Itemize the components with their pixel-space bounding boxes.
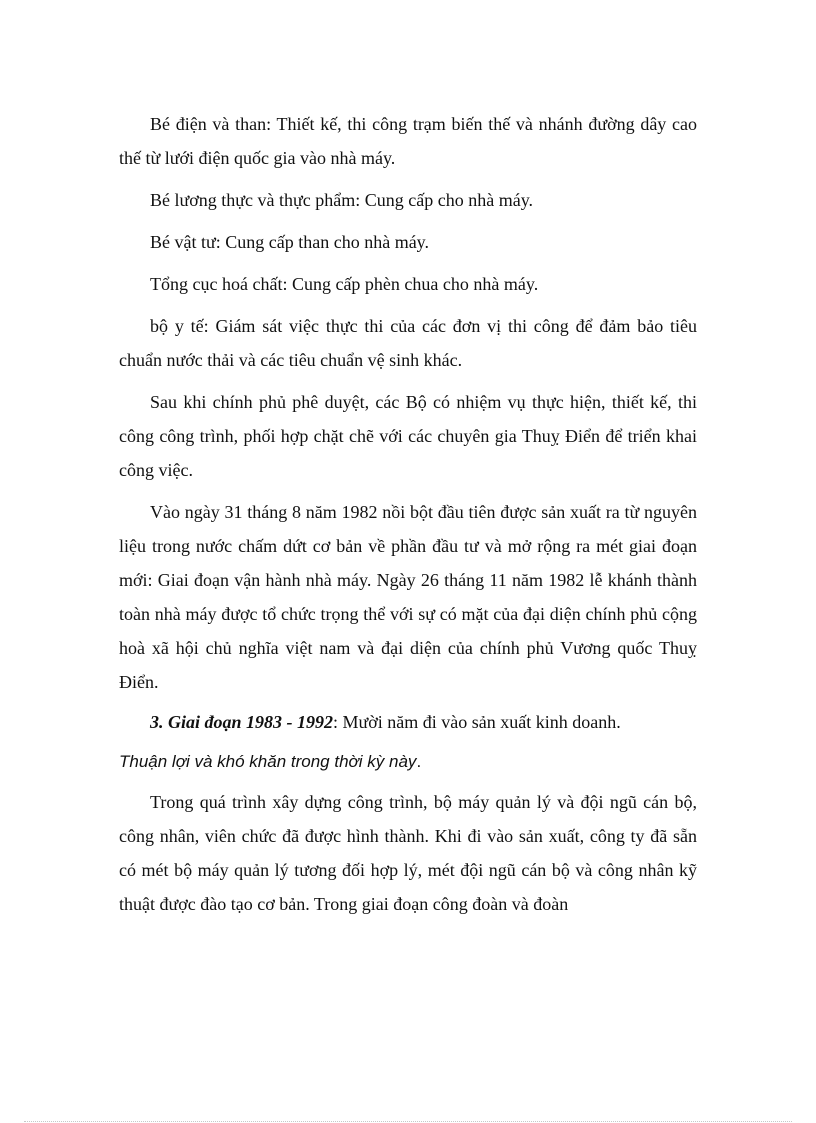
page-bottom-divider	[24, 1121, 792, 1122]
paragraph-government-approval: Sau khi chính phủ phê duyệt, các Bộ có nhiệm vụ thực hiện, thiết kế, thi công công trình, phối hợp chặt chẽ với các chuyên gia Thuỵ Điển để triển khai công việc.	[119, 392, 697, 480]
section-heading-line	[119, 705, 697, 739]
paragraph-ministry-electricity: Bé điện và than: Thiết kế, thi công trạm biến thế và nhánh đường dây cao thế từ lưới điện quốc gia vào nhà máy.	[119, 114, 697, 168]
document-page	[119, 107, 697, 921]
paragraph-chemical-department: Tổng cục hoá chất: Cung cấp phèn chua cho nhà máy.	[150, 274, 539, 294]
paragraph-ministry-food: Bé lương thực và thực phẩm: Cung cấp cho nhà máy.	[150, 190, 534, 210]
section-heading-rest: : Mười năm đi vào sản xuất kinh doanh.	[333, 712, 621, 732]
paragraph-first-production: Vào ngày 31 tháng 8 năm 1982 nồi bột đầu tiên được sản xuất ra từ nguyên liệu trong nước chấm dứt cơ bản về phần đầu tư và mở rộng ra mét giai đoạn mới: Giai đoạn vận hành nhà máy. Ngày 26 tháng 11 năm 1982 lễ khánh thành toàn nhà máy được tổ chức trọng thể với sự có mặt của đại diện chính phủ cộng hoà xã hội chủ nghĩa việt nam và đại diện của chính phủ Vương quốc Thuỵ Điển.	[119, 502, 697, 692]
subtitle-text: Thuận lợi và khó khăn trong thời kỳ này	[119, 752, 417, 771]
subtitle-end: .	[416, 752, 422, 771]
section-heading: 3. Giai đoạn 1983 - 1992	[150, 712, 334, 732]
subtitle	[119, 745, 697, 779]
paragraph-construction-process: Trong quá trình xây dựng công trình, bộ máy quản lý và đội ngũ cán bộ, công nhân, viên chức đã được hình thành. Khi đi vào sản xuất, công ty đã sẵn có mét bộ máy quản lý tương đối hợp lý, mét đội ngũ cán bộ và công nhân kỹ thuật được đào tạo cơ bản. Trong giai đoạn công đoàn và đoàn	[119, 792, 697, 914]
paragraph-ministry-health: bộ y tế: Giám sát việc thực thi của các đơn vị thi công để đảm bảo tiêu chuẩn nước thải và các tiêu chuẩn vệ sinh khác.	[119, 316, 697, 370]
paragraph-ministry-supplies: Bé vật tư: Cung cấp than cho nhà máy.	[150, 232, 430, 252]
